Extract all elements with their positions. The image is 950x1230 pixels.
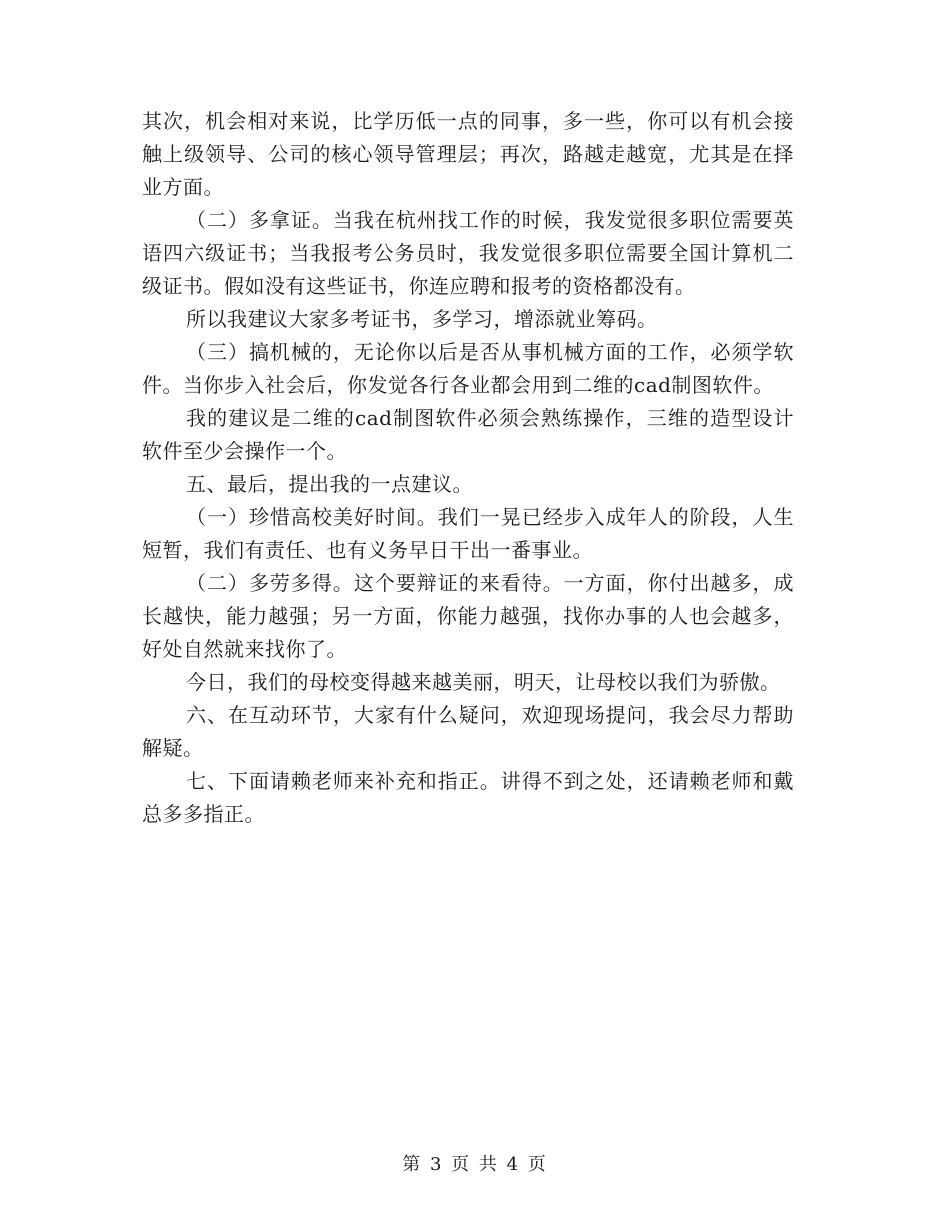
paragraph-6: 五、最后，提出我的一点建议。 [186,472,473,496]
paragraph-5: 我的建议是二维的cad制图软件必须会熟练操作，三维的造型设计软件至少会操作一个。 [142,406,794,463]
paragraph-8: （二）多劳多得。这个要辩证的来看待。一方面，你付出越多，成长越快，能力越强；另一方面，你能力越强，找你办事的人也会越多，好处自然就来找你了。 [142,571,794,661]
paragraph-9: 今日，我们的母校变得越来越美丽，明天，让母校以我们为骄傲。 [186,670,781,694]
document-body [142,105,794,831]
paragraph-11: 七、下面请赖老师来补充和指正。讲得不到之处，还请赖老师和戴总多多指正。 [142,769,794,826]
paragraph-3: 所以我建议大家多考证书，多学习，增添就业筹码。 [186,307,658,331]
paragraph-1: 其次，机会相对来说，比学历低一点的同事，多一些，你可以有机会接触上级领导、公司的核心领导管理层；再次，路越走越宽，尤其是在择业方面。 [142,109,794,199]
paragraph-2: （二）多拿证。当我在杭州找工作的时候，我发觉很多职位需要英语四六级证书；当我报考公务员时，我发觉很多职位需要全国计算机二级证书。假如没有这些证书，你连应聘和报考的资格都没有。 [142,208,794,298]
paragraph-4: （三）搞机械的，无论你以后是否从事机械方面的工作，必须学软件。当你步入社会后，你发觉各行各业都会用到二维的cad制图软件。 [142,340,794,397]
page-number-footer: 第 3 页 共 4 页 [402,1154,548,1175]
paragraph-10: 六、在互动环节，大家有什么疑问，欢迎现场提问，我会尽力帮助解疑。 [142,703,794,760]
paragraph-7: （一）珍惜高校美好时间。我们一晃已经步入成年人的阶段，人生短暂，我们有责任、也有义务早日干出一番事业。 [142,505,794,562]
